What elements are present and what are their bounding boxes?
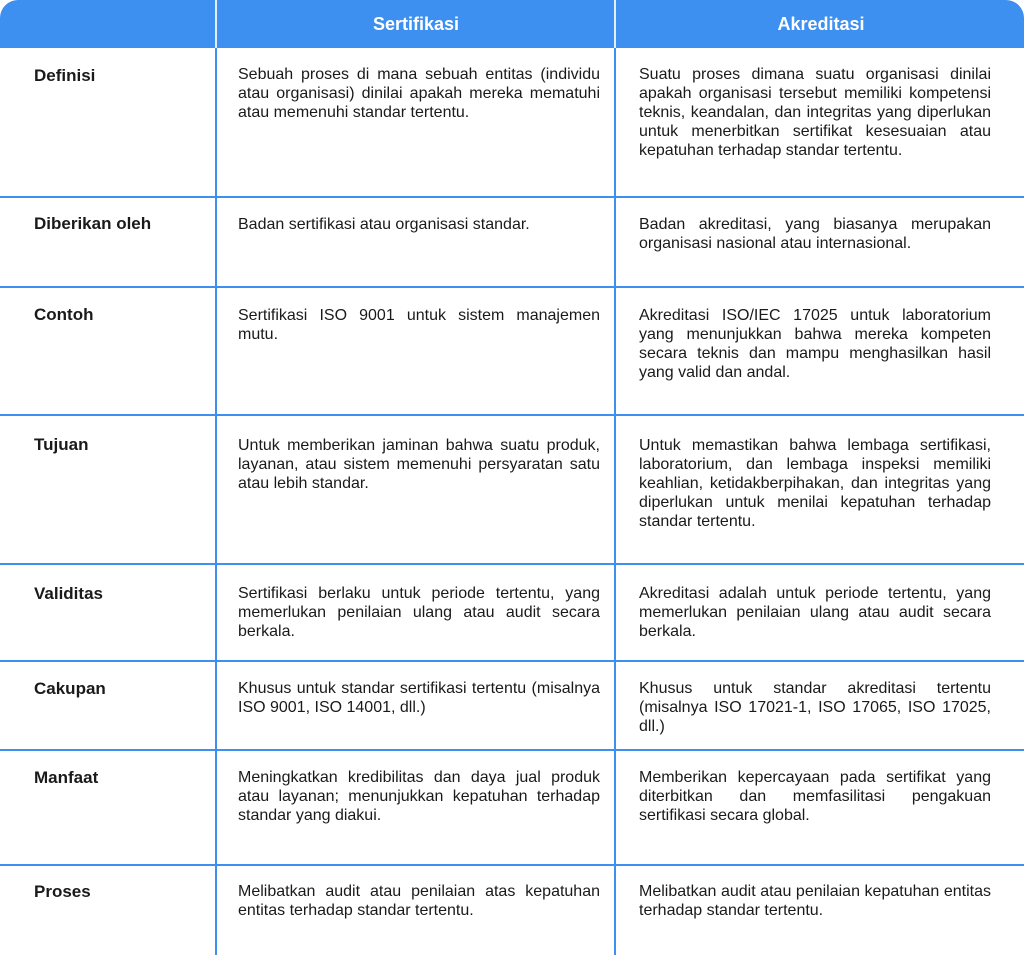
cell-proses-akreditasi: Melibatkan audit atau penilaian kepatuhan entitas terhadap standar tertentu.	[639, 883, 991, 919]
table-header	[0, 0, 1024, 48]
cell-contoh-akreditasi: Akreditasi ISO/IEC 17025 untuk laboratorium yang menunjukkan bahwa mereka kompeten secara teknis dan mampu menghasilkan hasil yang valid dan andal.	[639, 307, 991, 381]
cell-definisi-akreditasi: Suatu proses dimana suatu organisasi dinilai apakah organisasi tersebut memiliki kompetensi teknis, keandalan, dan integritas yang diperlukan untuk menerbitkan sertifikat kesesuaian atau kepatuhan terhadap standar tertentu.	[639, 66, 991, 159]
row-label-definisi: Definisi	[34, 66, 96, 85]
row-label-cakupan: Cakupan	[34, 679, 106, 698]
cell-tujuan-sertifikasi: Untuk memberikan jaminan bahwa suatu produk, layanan, atau sistem memenuhi persyaratan satu atau lebih standar.	[238, 437, 600, 492]
column-divider-1	[215, 0, 217, 955]
row-label-validitas: Validitas	[34, 584, 103, 603]
cell-validitas-akreditasi: Akreditasi adalah untuk periode tertentu, yang memerlukan penilaian ulang atau audit secara berkala.	[639, 585, 991, 640]
header-akreditasi: Akreditasi	[777, 14, 865, 34]
row-divider	[0, 286, 1024, 288]
cell-tujuan-akreditasi: Untuk memastikan bahwa lembaga sertifikasi, laboratorium, dan lembaga inspeksi memiliki keahlian, ketidakberpihakan, dan integritas yang diperlukan untuk menilai kepatuhan terhadap standar tertentu.	[639, 437, 991, 530]
header-divider-2	[614, 0, 616, 48]
row-label-tujuan: Tujuan	[34, 435, 89, 454]
row-divider	[0, 864, 1024, 866]
cell-validitas-sertifikasi: Sertifikasi berlaku untuk periode tertentu, yang memerlukan penilaian ulang atau audit secara berkala.	[238, 585, 600, 640]
row-divider	[0, 563, 1024, 565]
row-label-manfaat: Manfaat	[34, 768, 99, 787]
cell-manfaat-akreditasi: Memberikan kepercayaan pada sertifikat yang diterbitkan dan memfasilitasi pengakuan sertifikasi secara global.	[639, 769, 991, 824]
row-divider	[0, 660, 1024, 662]
cell-diberikan-oleh-sertifikasi: Badan sertifikasi atau organisasi standar.	[238, 216, 530, 233]
cell-manfaat-sertifikasi: Meningkatkan kredibilitas dan daya jual produk atau layanan; menunjukkan kepatuhan terhadap standar yang diakui.	[238, 769, 600, 824]
row-label-contoh: Contoh	[34, 305, 94, 324]
cell-diberikan-oleh-akreditasi: Badan akreditasi, yang biasanya merupakan organisasi nasional atau internasional.	[639, 216, 991, 252]
cell-contoh-sertifikasi: Sertifikasi ISO 9001 untuk sistem manajemen mutu.	[238, 307, 600, 343]
row-label-diberikan-oleh: Diberikan oleh	[34, 214, 152, 233]
column-divider-2	[614, 0, 616, 955]
cell-cakupan-sertifikasi: Khusus untuk standar sertifikasi tertentu (misalnya ISO 9001, ISO 14001, dll.)	[238, 680, 600, 716]
row-divider	[0, 196, 1024, 198]
row-divider	[0, 749, 1024, 751]
cell-definisi-sertifikasi: Sebuah proses di mana sebuah entitas (individu atau organisasi) dinilai apakah mereka mematuhi atau memenuhi standar tertentu.	[238, 66, 600, 121]
cell-cakupan-akreditasi: Khusus untuk standar akreditasi tertentu (misalnya ISO 17021-1, ISO 17065, ISO 17025, dll.)	[639, 680, 991, 735]
header-sertifikasi: Sertifikasi	[372, 14, 460, 34]
row-label-proses: Proses	[34, 882, 91, 901]
row-divider	[0, 414, 1024, 416]
header-divider-1	[215, 0, 217, 48]
cell-proses-sertifikasi: Melibatkan audit atau penilaian atas kepatuhan entitas terhadap standar tertentu.	[238, 883, 600, 919]
